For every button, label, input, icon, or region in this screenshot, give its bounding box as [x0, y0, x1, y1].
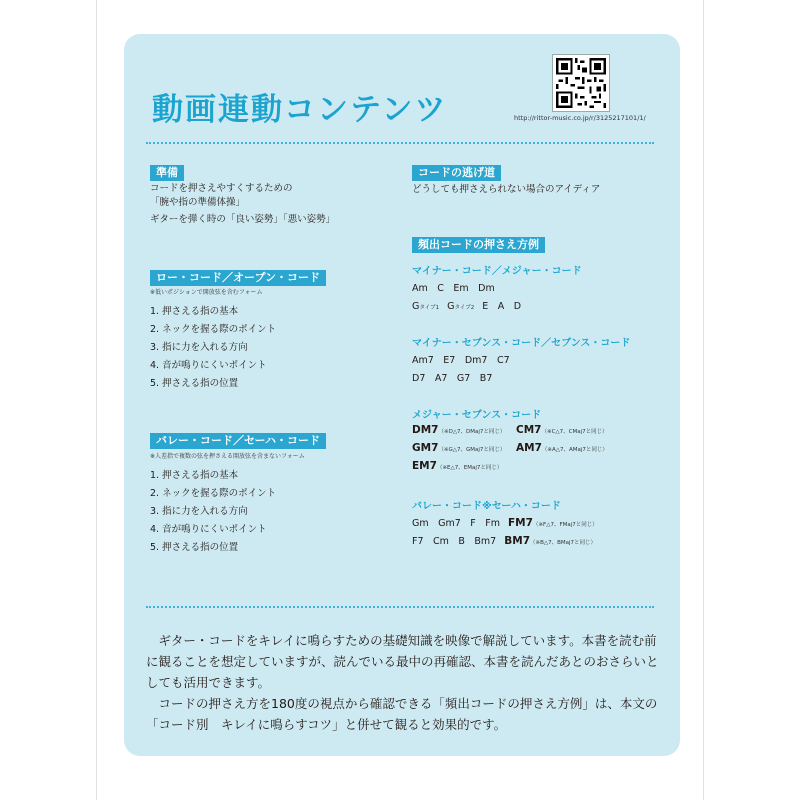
low-code-note: ※低いポジションで開放弦を含むフォーム — [150, 289, 263, 296]
section-tag-frequent: 頻出コードの押さえ方例 — [412, 237, 545, 253]
qr-code-graphic — [556, 58, 606, 108]
section-tag-escape: コードの逃げ道 — [412, 165, 501, 181]
chords-sevenths-row1: Am7 E7 Dm7 C7 — [412, 355, 510, 366]
chord-g2: G — [447, 301, 455, 312]
dotted-divider-top — [146, 142, 654, 144]
section-tag-barre-code: バレー・コード／セーハ・コード — [150, 433, 326, 449]
paragraph-line-2: に観ることを想定していますが、読んでいる最中の再確認、本書を読んだあとのおさらいと — [146, 654, 659, 669]
low-item-2: 2. ネックを握る際のポイント — [150, 324, 277, 335]
chords-minor-major-row2 — [412, 298, 521, 312]
qr-url[interactable]: http://rittor-music.co.jp/r/3125217101/1/ — [514, 114, 646, 122]
prep-line-3: ギターを弾く時の「良い姿勢」「悪い姿勢」 — [150, 214, 336, 225]
chord-dm7: DM7（※D△7、DMaj7と同じ） — [412, 424, 506, 436]
chord-am7: AM7（※A△7、AMaj7と同じ） — [516, 442, 608, 454]
paragraph-line-3: しても活用できます。 — [146, 675, 271, 690]
chord-g1-type: タイプ1 — [419, 305, 440, 311]
qr-code-icon[interactable] — [552, 54, 610, 112]
paragraph-line-1: ギター・コードをキレイに鳴らすための基礎知識を映像で解説しています。本書を読む前 — [146, 633, 657, 648]
paragraph-line-5: 「コード別 キレイに鳴らすコツ」と併せて観ると効果的です。 — [146, 717, 507, 732]
barre-code-note: ※人差指で複数の弦を押さえる開放弦を含まないフォーム — [150, 453, 305, 460]
chord-g2-type: タイプ2 — [454, 305, 475, 311]
low-item-3: 3. 指に力を入れる方向 — [150, 342, 248, 353]
heading-barre-chords: バレー・コード※セーハ・コード — [412, 501, 561, 512]
chord-row2-rest: E A D — [482, 301, 522, 312]
low-item-1: 1. 押さえる指の基本 — [150, 306, 239, 317]
low-item-5: 5. 押さえる指の位置 — [150, 378, 239, 389]
heading-major7: メジャー・セブンス・コード — [412, 410, 542, 421]
chords-sevenths-row2: D7 A7 G7 B7 — [412, 373, 493, 384]
section-tag-prep: 準備 — [150, 165, 184, 181]
chord-cm7: CM7（※C△7、CMaj7と同じ） — [516, 424, 608, 436]
description-paragraph — [146, 630, 659, 735]
barre-item-5: 5. 押さえる指の位置 — [150, 542, 239, 553]
dotted-divider-bottom — [146, 606, 654, 608]
prep-line-1: コードを押さえやすくするための — [150, 183, 293, 194]
chord-gm7: GM7（※G△7、GMaj7と同じ） — [412, 442, 506, 454]
barre-item-4: 4. 音が鳴りにくいポイント — [150, 524, 267, 535]
chords-barre-row2: F7 Cm B Bm7 BM7（※B△7、BMaj7と同じ） — [412, 535, 597, 547]
heading-minor-major: マイナー・コード／メジャー・コード — [412, 266, 582, 277]
chord-g1: G — [412, 301, 420, 312]
heading-sevenths: マイナー・セブンス・コード／セブンス・コード — [412, 338, 631, 349]
chords-minor-major-row1: Am C Em Dm — [412, 283, 495, 294]
paragraph-line-4: コードの押さえ方を180度の視点から確認できる「頻出コードの押さえ方例」は、本文の — [146, 696, 658, 711]
section-tag-low-code: ロー・コード／オープン・コード — [150, 270, 326, 286]
barre-item-3: 3. 指に力を入れる方向 — [150, 506, 248, 517]
prep-line-2: 「腕や指の準備体操」 — [150, 197, 246, 208]
page-title: 動画連動コンテンツ — [152, 92, 448, 128]
chords-barre-row1: Gm Gm7 F Fm FM7（※F△7、FMaj7と同じ） — [412, 517, 598, 529]
barre-item-1: 1. 押さえる指の基本 — [150, 470, 239, 481]
barre-item-2: 2. ネックを握る際のポイント — [150, 488, 277, 499]
chord-em7: EM7（※E△7、EMaj7と同じ） — [412, 460, 503, 472]
low-item-4: 4. 音が鳴りにくいポイント — [150, 360, 267, 371]
escape-line: どうしても押さえられない場合のアイディア — [412, 184, 601, 195]
